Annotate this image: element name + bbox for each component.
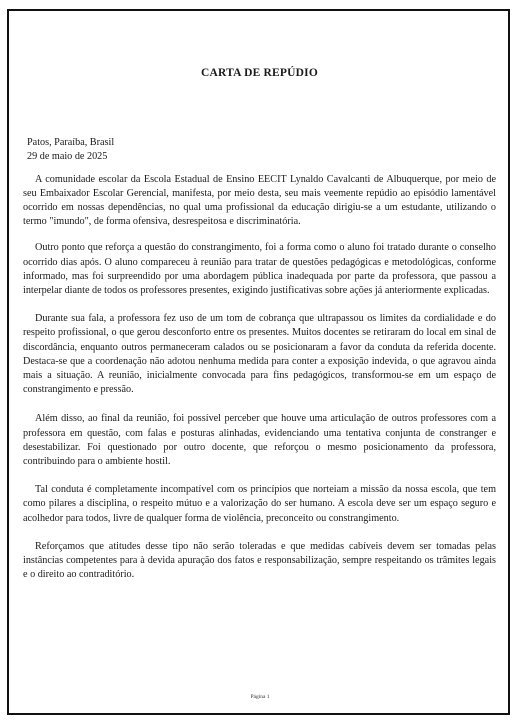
letter-title: CARTA DE REPÚDIO: [201, 67, 318, 79]
letter-body: [23, 56, 496, 582]
paragraph-6: Reforçamos que atitudes desse tipo não serão toleradas e que medidas cabíveis devem ser tomadas pelas instâncias competentes para à devida apuração dos fatos e responsabilização, sempre respeitando os trâmites legais e o direito ao contraditório.: [23, 540, 496, 581]
page-number: Página 1: [250, 694, 270, 700]
paragraph-1: A comunidade escolar da Escola Estadual de Ensino EECIT Lynaldo Cavalcanti de Albuquerque, por meio de seu Embaixador Escolar Gerencial, manifesta, por meio desta, seu mais veemente repúdio ao episódio lamentável ocorrido em nossas dependências, no qual uma profissional da educação dirigiu-se a um estudante, utilizando o termo "imundo", de forma ofensiva, desrespeitosa e discriminatória.: [23, 173, 496, 228]
paragraph-5: Tal conduta é completamente incompatível com os princípios que norteiam a missão da nossa escola, que tem como pilares a disciplina, o respeito mútuo e a valorização do ser humano. A escola deve ser um espaço seguro e acolhedor para todos, livre de qualquer forma de violência, preconceito ou constrangimento.: [23, 484, 496, 524]
paragraph-3: Durante sua fala, a professora fez uso de um tom de cobrança que ultrapassou os limites da cordialidade e do respeito profissional, o que gerou desconforto entre os presentes. Muitos docentes se retiraram do local em sinal de discordância, enquanto outros permaneceram calados ou se posicionaram a favor da conduta da referida docente. Destaca-se que a coordenação não adotou nenhuma medida para conter a exposição indevida, o que agravou ainda mais a situação. A reunião, inicialmente convocada para fins pedagógicos, transformou-se em um espaço de constrangimento e pressão.: [23, 313, 496, 396]
letter-place: Patos, Paraíba, Brasil: [27, 137, 115, 149]
paragraph-4: Além disso, ao final da reunião, foi possível perceber que houve uma articulação de outros professores com a professora em questão, com falas e posturas alinhadas, evidenciando uma tentativa conjunta de constranger e desestabilizar. Foi questionado por outro docente, que reforçou o mesmo posicionamento da professora, contribuindo para o ambiente hostil.: [23, 413, 496, 468]
paragraph-2: Outro ponto que reforça a questão do constrangimento, foi a forma como o aluno foi tratado durante o conselho ocorrido dias após. O aluno compareceu à reunião para tratar de questões pedagógicas e metodológicas, conforme informado, mas foi surpreendido por uma abordagem pública inadequada por parte da professora, que passou a interpelar diante de todos os professores presentes, exigindo justificativas sobre ações já anteriormente explicadas.: [23, 242, 496, 297]
letter-date: 29 de maio de 2025: [27, 151, 108, 163]
